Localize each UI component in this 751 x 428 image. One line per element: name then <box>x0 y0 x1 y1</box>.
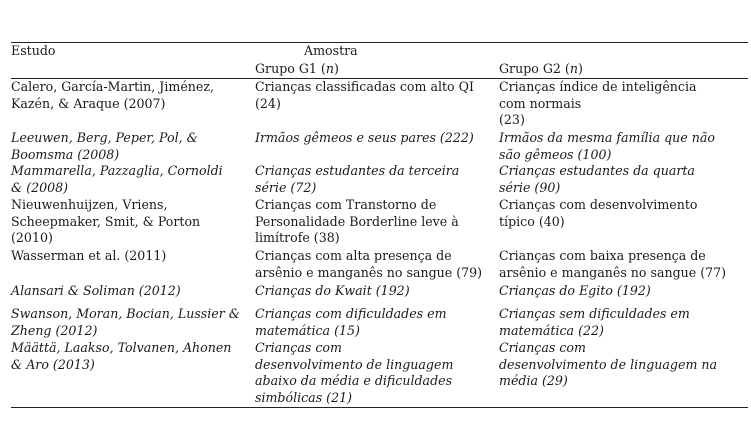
header-grupo-g1-n: n <box>325 61 334 76</box>
row-8-g2-line: desenvolvimento de linguagem na <box>499 356 718 372</box>
row-7-g1-line: Crianças com dificuldades em <box>255 306 447 321</box>
row-8-g1-line: desenvolvimento de linguagem <box>255 356 454 372</box>
row-2-study-line: Boomsma (2008) <box>11 146 120 162</box>
row-7-g2-line: matemática (22) <box>499 322 604 338</box>
header-grupo-g1 <box>255 61 495 78</box>
row-8-g1-line: Crianças com <box>255 340 342 355</box>
row-7-study-line: Zheng (2012) <box>11 322 98 338</box>
row-5-g1-line: arsênio e manganês no sangue (79) <box>255 264 483 280</box>
row-4-g2-line: típico (40) <box>499 213 565 229</box>
row-8-study-line: Määttä, Laakso, Tolvanen, Ahonen <box>11 340 232 355</box>
row-5-g1-line: Crianças com alta presença de <box>255 248 452 263</box>
row-1-g1-line: (24) <box>255 95 281 111</box>
header-estudo: Estudo <box>11 43 56 58</box>
row-1-study-line: Kazén, & Araque (2007) <box>11 95 166 111</box>
header-grupo-g2-n: n <box>569 61 578 76</box>
row-6-study-line: Alansari & Soliman (2012) <box>11 283 181 298</box>
row-6-g2-line: Crianças do Egito (192) <box>499 283 651 298</box>
header-grupo-g2-close: ) <box>577 61 583 76</box>
row-6-g1-line: Crianças do Kwait (192) <box>255 283 410 298</box>
row-8-g1-line: abaixo da média e dificuldades <box>255 373 453 389</box>
row-3-g2-line: Crianças estudantes da quarta <box>499 163 695 178</box>
row-4-g1-line: limítrofe (38) <box>255 230 340 246</box>
row-3-g1-line: Crianças estudantes da terceira <box>255 163 460 178</box>
row-1-g2-line: Crianças índice de inteligência <box>499 79 697 94</box>
header-amostra: Amostra <box>304 43 358 58</box>
row-1-g2-line: (23) <box>499 112 525 128</box>
row-3-g1-line: série (72) <box>255 179 317 195</box>
row-2-g2-line: são gêmeos (100) <box>499 146 612 162</box>
row-8-g1-line: simbólicas (21) <box>255 389 353 405</box>
row-3-g2-line: série (90) <box>499 179 561 195</box>
header-grupo-g1-close: ) <box>333 61 339 76</box>
row-5-study-line: Wasserman et al. (2011) <box>11 248 167 263</box>
bottom-rule <box>11 407 748 408</box>
header-grupo-g2-label: Grupo G2 ( <box>499 61 570 76</box>
row-8-g2-line: Crianças com <box>499 340 586 355</box>
row-2-study-line: Leeuwen, Berg, Peper, Pol, & <box>11 130 198 145</box>
row-4-g1-line: Personalidade Borderline leve à <box>255 213 459 229</box>
row-1-g2-line: com normais <box>499 95 582 111</box>
row-2-g1-line: Irmãos gêmeos e seus pares (222) <box>255 130 474 145</box>
row-3-study-line: Mammarella, Pazzaglia, Cornoldi <box>11 163 223 178</box>
header-grupo-g1-label: Grupo G1 ( <box>255 61 326 76</box>
row-7-g1-line: matemática (15) <box>255 322 360 338</box>
row-4-study-line: (2010) <box>11 230 53 246</box>
row-7-g2-line: Crianças sem dificuldades em <box>499 306 690 321</box>
row-8-study-line: & Aro (2013) <box>11 356 95 372</box>
row-4-g1-line: Crianças com Transtorno de <box>255 197 437 212</box>
row-7-study-line: Swanson, Moran, Bocian, Lussier & <box>11 306 240 321</box>
row-2-g2-line: Irmãos da mesma família que não <box>499 130 715 145</box>
row-4-study-line: Scheepmaker, Smit, & Porton <box>11 213 201 229</box>
row-5-g2-line: Crianças com baixa presença de <box>499 248 706 263</box>
row-3-study-line: & (2008) <box>11 179 69 195</box>
row-8-g2-line: média (29) <box>499 373 568 389</box>
row-4-study-line: Nieuwenhuijzen, Vriens, <box>11 197 168 212</box>
row-5-g2-line: arsênio e manganês no sangue (77) <box>499 264 727 280</box>
row-1-study-line: Calero, García-Martin, Jiménez, <box>11 79 214 94</box>
row-4-g2-line: Crianças com desenvolvimento <box>499 197 698 212</box>
row-1-g1-line: Crianças classificadas com alto QI <box>255 79 474 94</box>
header-grupo-g2 <box>499 61 748 78</box>
